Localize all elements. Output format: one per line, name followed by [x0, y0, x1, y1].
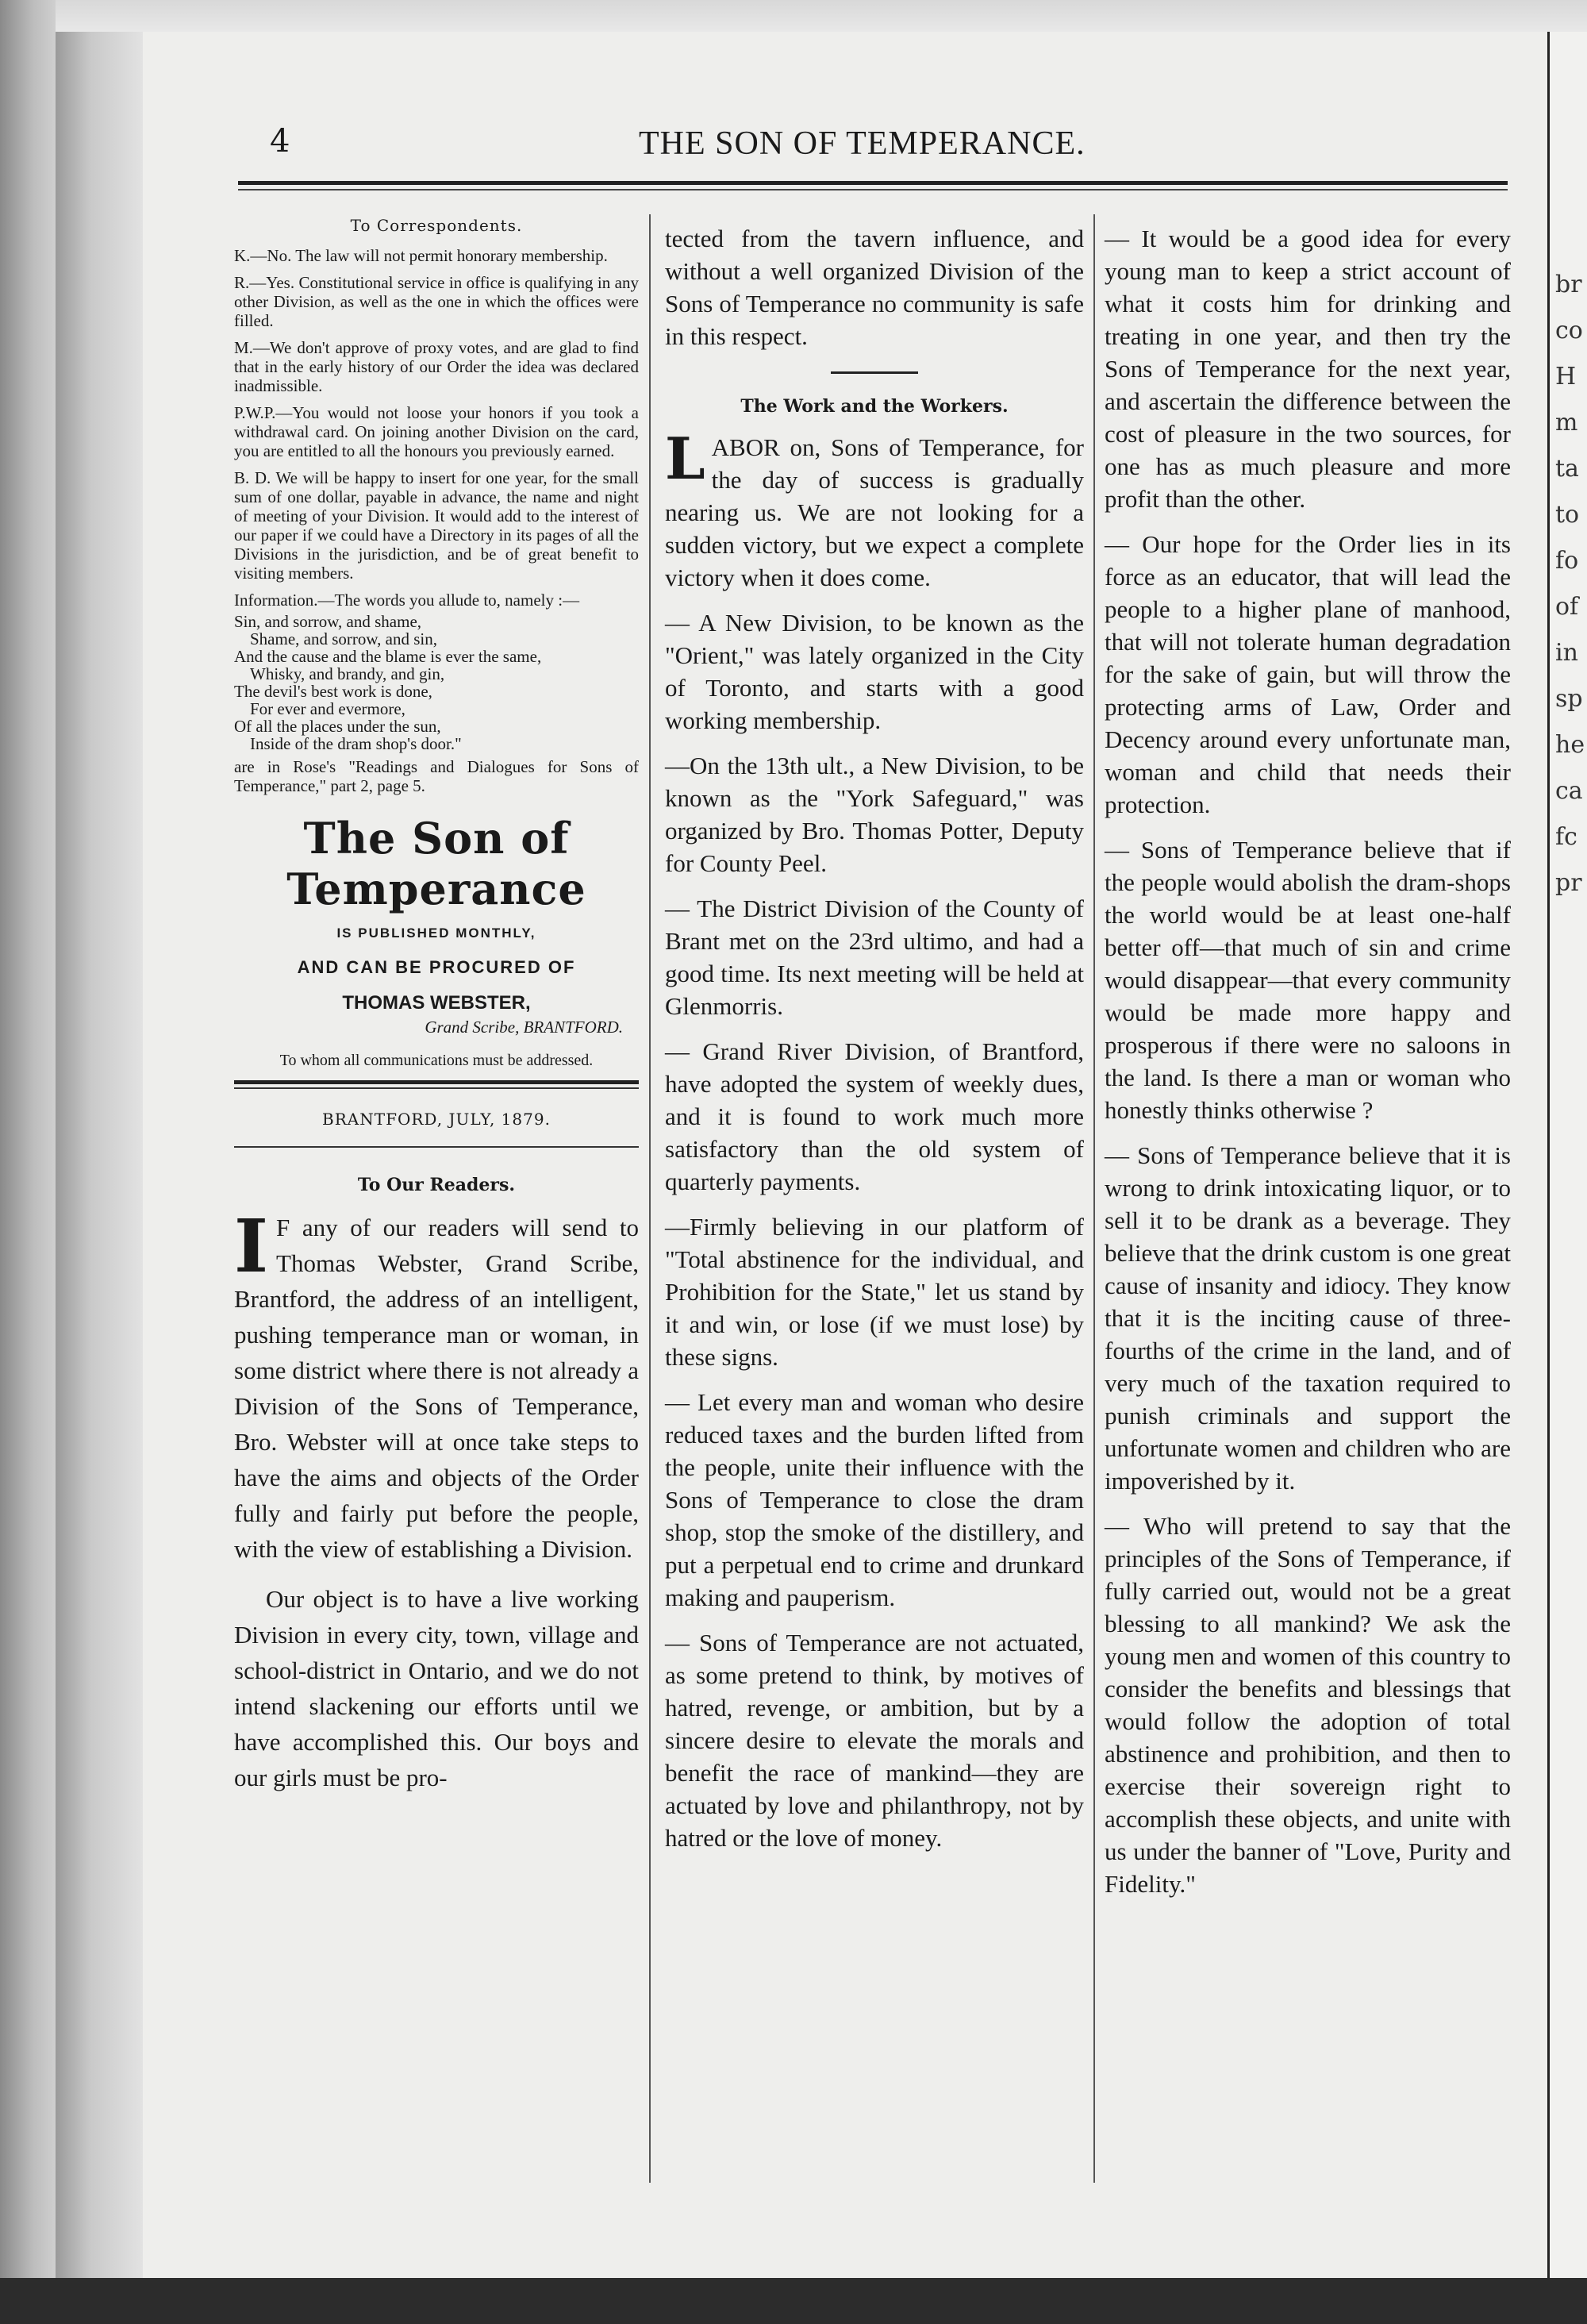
header-rule	[238, 181, 1508, 185]
scan-bottom-band	[0, 2278, 1587, 2324]
article-paragraph	[665, 425, 1084, 594]
running-head	[238, 115, 1508, 171]
article-paragraph: —Firmly believing in our platform of "Total abstinence for the individual, and Prohibition for the State," let us stand by it and win, or lose (if we must lose) by these signs.	[665, 1213, 1084, 1371]
edge-fragment: m	[1555, 409, 1578, 437]
drop-cap: L	[665, 425, 705, 492]
masthead-monthly: IS PUBLISHED MONTHLY,	[336, 925, 536, 941]
masthead-rule	[234, 1080, 639, 1084]
edge-fragment: pr	[1555, 869, 1582, 897]
page-binding-edge	[56, 32, 144, 2278]
correspondents-heading: To Correspondents.	[350, 216, 523, 235]
correspondent-entry: Information.—The words you allude to, namely :—	[234, 591, 580, 610]
continuation-paragraph: tected from the tavern influence, and without a well organized Division of the Sons of Temperance no community is safe in this respect.	[665, 225, 1084, 350]
scan-left-margin	[0, 0, 56, 2324]
masthead-title: The Son of Temperance	[286, 813, 586, 914]
edge-fragment: fc	[1555, 823, 1577, 851]
edge-fragment: br	[1555, 271, 1582, 298]
poem-line: For ever and evermore,	[250, 699, 405, 718]
header-rule-thin	[238, 189, 1508, 190]
poem-line: Inside of the dram shop's door."	[250, 734, 462, 753]
to-readers-heading: To Our Readers.	[357, 1175, 516, 1195]
scan-top-margin	[0, 0, 1587, 32]
correspondents-section	[234, 246, 639, 795]
article-paragraph: Our object is to have a live working Division in every city, town, village and school-district in Ontario, and we do not intend slackening our efforts until we have accomplished this. Our boys and our girls must be pro-	[234, 1585, 639, 1791]
article-paragraph: — Grand River Division, of Brantford, have adopted the system of weekly dues, and it is found to work much more satisfactory than the old system of quarterly payments.	[665, 1037, 1084, 1195]
article-paragraph: — Our hope for the Order lies in its force as an educator, that will lead the people to a higher plane of manhood, that will not tolerate human degradation for the sake of gain, but will throw the protecting arms of Law, Order and Decency around every unfortunate man, woman and child that needs their protection.	[1105, 530, 1511, 818]
drop-cap: I	[234, 1203, 269, 1289]
edge-fragment: sp	[1555, 685, 1583, 713]
page-title: THE SON OF TEMPERANCE.	[639, 125, 1086, 162]
masthead-address-note: To whom all communications must be addressed.	[279, 1052, 594, 1069]
column-1	[234, 216, 639, 1810]
poem-line: Of all the places under the sun,	[234, 717, 441, 736]
column-rule	[1093, 214, 1095, 2183]
column-rule	[649, 214, 651, 2183]
article-paragraph: —On the 13th ult., a New Division, to be known as the "York Safeguard," was organized by Bro. Thomas Potter, Deputy for County Peel.	[665, 752, 1084, 877]
poem-line: Whisky, and brandy, and gin,	[250, 664, 445, 683]
edge-fragment: of	[1555, 593, 1579, 621]
masthead-rule-thin	[234, 1087, 639, 1089]
work-workers-heading: The Work and the Workers.	[740, 396, 1009, 417]
dateline: BRANTFORD, JULY, 1879.	[322, 1110, 551, 1129]
correspondent-entry: M.—We don't approve of proxy votes, and are glad to find that in the early history of our Order the idea was declared inadmissible.	[234, 338, 639, 395]
correspondent-entry: B. D. We will be happy to insert for one year, for the small sum of one dollar, payable in advance, the name and night of meeting of your Division. It would add to the interest of our paper if we could have a Directory in its pages of all the Divisions in the jurisdiction, and be of great benefit to visiting members.	[234, 468, 639, 583]
column-3	[1105, 222, 1511, 1913]
correspondent-entry: K.—No. The law will not permit honorary membership.	[234, 246, 608, 265]
section-divider	[831, 371, 918, 374]
article-paragraph: — The District Division of the County of Brant met on the 23rd ultimo, and had a good time. Its next meeting will be held at Glenmorris.	[665, 895, 1084, 1020]
edge-fragment: ca	[1555, 777, 1583, 805]
article-paragraph: — Sons of Temperance believe that if the people would abolish the dram-shops the world would be at least one-half better off—that much of sin and crime would disappear—that every community would be made more happy and prosperous if there were no saloons in the land. Is there a man or woman who honestly thinks otherwise ?	[1105, 836, 1511, 1124]
poem-line: And the cause and the blame is ever the same,	[234, 647, 542, 666]
column-2	[665, 222, 1084, 1867]
work-workers-article	[665, 425, 1084, 1854]
article-paragraph: — Who will pretend to say that the principles of the Sons of Temperance, if fully carried out, would not be a great blessing to all mankind? We ask the young men and women of this country to consider the benefits and blessings that would follow the adoption of total abstinence and prohibition, and then to exercise their sovereign right to accomplish these objects, and unite with us under the banner of "Love, Purity and Fidelity."	[1105, 1512, 1511, 1898]
to-readers-article	[234, 1203, 639, 1795]
masthead-scribe: Grand Scribe, BRANTFORD.	[425, 1018, 623, 1037]
correspondent-entry: P.W.P.—You would not loose your honors if you took a withdrawal card. On joining another Division on the card, you are entitled to all the honours you previously earned.	[234, 403, 639, 460]
edge-fragment: in	[1555, 639, 1578, 667]
paragraph-text: ABOR on, Sons of Temperance, for the day of success is gradually nearing us. We are not looking for a sudden victory, but we expect a complete victory when it does come.	[665, 433, 1084, 591]
article-paragraph: — A New Division, to be known as the "Orient," was lately organized in the City of Toronto, and starts with a good working membership.	[665, 609, 1084, 734]
page-number: 4	[270, 123, 290, 160]
poem	[234, 613, 639, 752]
article-paragraph: — It would be a good idea for every young man to keep a strict account of what it costs him for drinking and treating in one year, and then try the Sons of Temperance for the next year, and ascertain the difference between the cost of pleasure in the two sources, for one has as much pleasure and more profit than the other.	[1105, 225, 1511, 513]
article-paragraph: — Let every man and woman who desire reduced taxes and the burden lifted from the people, unite their influence with the Sons of Temperance to close the dram shop, stop the smoke of the distillery, and put a perpetual end to crime and drunkard making and pauperism.	[665, 1388, 1084, 1611]
column-3-articles	[1105, 222, 1511, 1900]
continuation-article	[665, 222, 1084, 352]
paragraph-text: F any of our readers will send to Thomas Webster, Grand Scribe, Brantford, the address of an intelligent, pushing temperance man or woman, in some district where there is not already a Division of the Sons of Temperance, Bro. Webster will at once take steps to have the aims and objects of the Order fully and fairly put before the people, with the view of establishing a Division.	[234, 1214, 639, 1563]
masthead-publisher: THOMAS WEBSTER,	[342, 992, 531, 1014]
article-paragraph: — Sons of Temperance are not actuated, as some pretend to think, by motives of hatred, revenge, or ambition, but by a sincere desire to elevate the morals and benefit the race of mankind—they are actuated by love and philanthropy, not by hatred or the love of money.	[665, 1629, 1084, 1852]
edge-fragment: to	[1555, 501, 1580, 529]
masthead-procured: AND CAN BE PROCURED OF	[297, 957, 576, 977]
edge-fragment: H	[1555, 363, 1577, 391]
edge-fragment: fo	[1555, 547, 1579, 575]
poem-line: The devil's best work is done,	[234, 682, 432, 701]
article-paragraph	[234, 1203, 639, 1567]
edge-fragment: co	[1555, 317, 1583, 344]
dateline-rule	[234, 1146, 639, 1148]
poem-source: are in Rose's "Readings and Dialogues for Sons of Temperance," part 2, page 5.	[234, 757, 639, 795]
edge-fragment: ta	[1555, 455, 1579, 483]
article-paragraph: — Sons of Temperance believe that it is wrong to drink intoxicating liquor, or to sell it to be drank as a beverage. They believe that the drink custom is one great cause of insanity and idiocy. They know that it is the inciting cause of three-fourths of the crime in the land, and of very much of the taxation required to punish criminals and support the unfortunate women and children who are impoverished by it.	[1105, 1141, 1511, 1495]
poem-line: Sin, and sorrow, and shame,	[234, 612, 422, 631]
edge-fragment: he	[1555, 731, 1585, 759]
correspondent-entry: R.—Yes. Constitutional service in office is qualifying in any other Division, as well as the one in which the offices were filled.	[234, 273, 639, 330]
facing-page-fragments	[1555, 262, 1587, 906]
poem-line: Shame, and sorrow, and sin,	[250, 629, 438, 648]
